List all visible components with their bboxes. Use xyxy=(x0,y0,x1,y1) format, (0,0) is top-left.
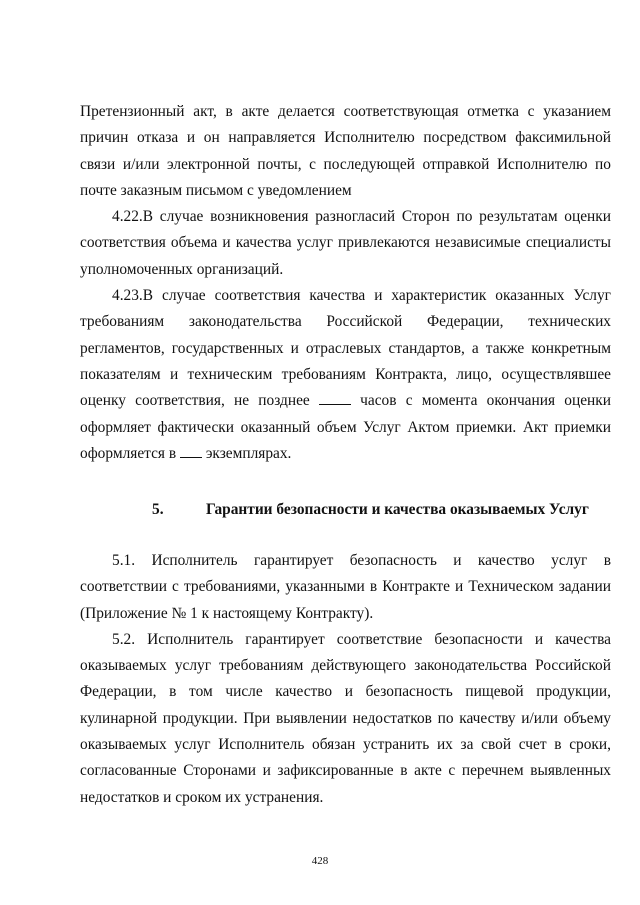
blank-hours xyxy=(319,390,351,405)
paragraph-5-2: 5.2. Исполнитель гарантирует соответствие безопасности и качества оказываемых услуг требованиям действующего законодательства Российской Федерации, в том числе качество и безопасность пищевой продукции, кулинарной продукции. При выявлении недостатков по качеству и/или объему оказываемых услуг Исполнитель обязан устранить их за свой счет в сроки, согласованные Сторонами и зафиксированные в акте с перечнем выявленных недостатков и сроком их устранения. xyxy=(80,630,611,806)
paragraph-4-23-part2: часов с момента окончания оценки оформляет фактически оказанный объем Услуг Актом приемки. Акт приемки оформляется в xyxy=(80,392,611,462)
paragraph-4-23-part3: экземплярах. xyxy=(205,444,292,462)
paragraph-4-22: 4.22.В случае возникновения разногласий Сторон по результатам оценки соответствия объема и качества услуг привлекаются независимые специалисты уполномоченных организаций. xyxy=(80,208,611,278)
paragraph-5-1: 5.1. Исполнитель гарантирует безопасность и качество услуг в соответствии с требованиями, указанными в Контракте и Техническом задании (Приложение № 1 к настоящему Контракту). xyxy=(80,552,611,622)
section-number: 5. xyxy=(152,501,164,518)
text-block-section xyxy=(80,548,611,811)
text-block-top xyxy=(80,99,611,467)
paragraph-pretension: Претензионный акт, в акте делается соответствующая отметка с указанием причин отказа и он направляется Исполнителю посредством факсимильной связи и/или электронной почты, с последующей отправкой Исполнителю по почте заказным письмом с уведомлением xyxy=(80,103,611,199)
page-number: 428 xyxy=(311,855,329,867)
blank-copies xyxy=(180,443,202,458)
paragraph-4-23-part1: 4.23.В случае соответствия качества и характеристик оказанных Услуг требованиям законодательства Российской Федерации, технических регламентов, государственных и отраслевых стандартов, а также конкретным показателям и техническим требованиям Контракта, лицо, осуществлявшее оценку соответствия, не позднее xyxy=(80,287,611,410)
section-title: Гарантии безопасности и качества оказываемых Услуг xyxy=(206,501,589,518)
paragraph-4-23 xyxy=(80,283,611,467)
